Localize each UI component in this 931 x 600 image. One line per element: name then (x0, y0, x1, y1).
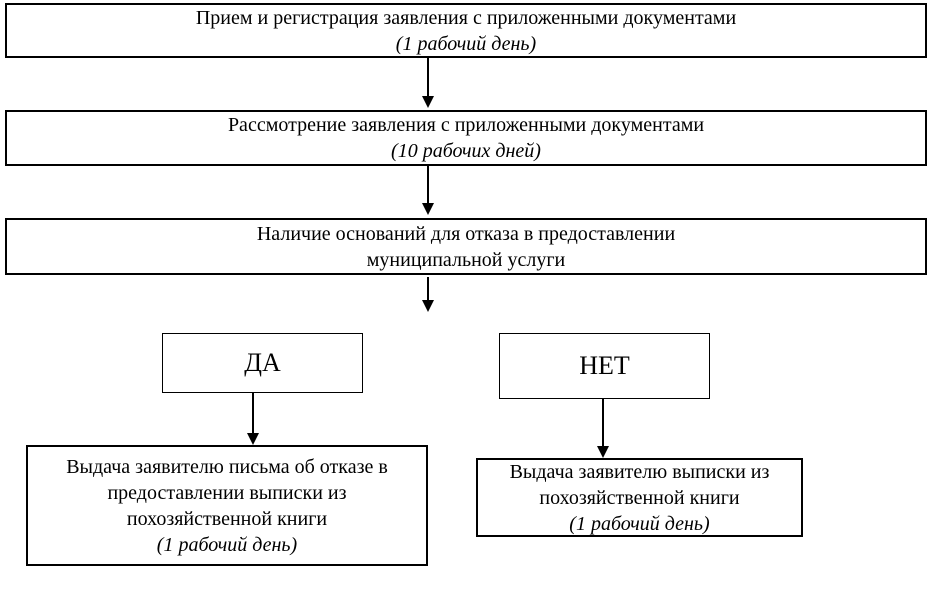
issue-line2: похозяйственной книги (539, 486, 740, 509)
refuse-duration: (1 рабочий день) (156, 533, 298, 556)
step2-duration: (10 рабочих дней) (391, 140, 541, 162)
issue-duration: (1 рабочий день) (569, 512, 710, 535)
step2-title: Рассмотрение заявления с приложенными документами (227, 114, 705, 136)
arrow-step2-to-decision (422, 166, 434, 215)
issue-line1: Выдача заявителю выписки из (509, 460, 770, 483)
refuse-line1: Выдача заявителю письма об отказе в (66, 455, 388, 478)
refuse-line3: похозяйственной книги (126, 507, 328, 530)
node-result-issue-extract (476, 458, 803, 537)
node-branch-yes (162, 333, 363, 393)
decision-line1: Наличие оснований для отказа в предоставлении (256, 222, 676, 245)
node-step2-review (5, 110, 927, 166)
step1-title: Прием и регистрация заявления с приложенными документами (195, 6, 737, 29)
branch-no-label: НЕТ (579, 351, 630, 380)
step1-duration: (1 рабочий день) (395, 32, 537, 55)
arrow-no-to-issue (597, 399, 609, 458)
decision-line2: муниципальной услуги (366, 248, 566, 271)
node-decision-grounds-for-refusal (5, 218, 927, 275)
node-result-refusal-letter (26, 445, 428, 566)
arrow-decision-to-branch (422, 277, 434, 312)
arrow-yes-to-refuse (247, 393, 259, 445)
node-step1-reception (5, 3, 927, 58)
arrow-step1-to-step2 (422, 58, 434, 108)
refuse-line2: предоставлении выписки из (107, 481, 347, 504)
node-branch-no (499, 333, 710, 399)
branch-yes-label: ДА (244, 348, 281, 377)
